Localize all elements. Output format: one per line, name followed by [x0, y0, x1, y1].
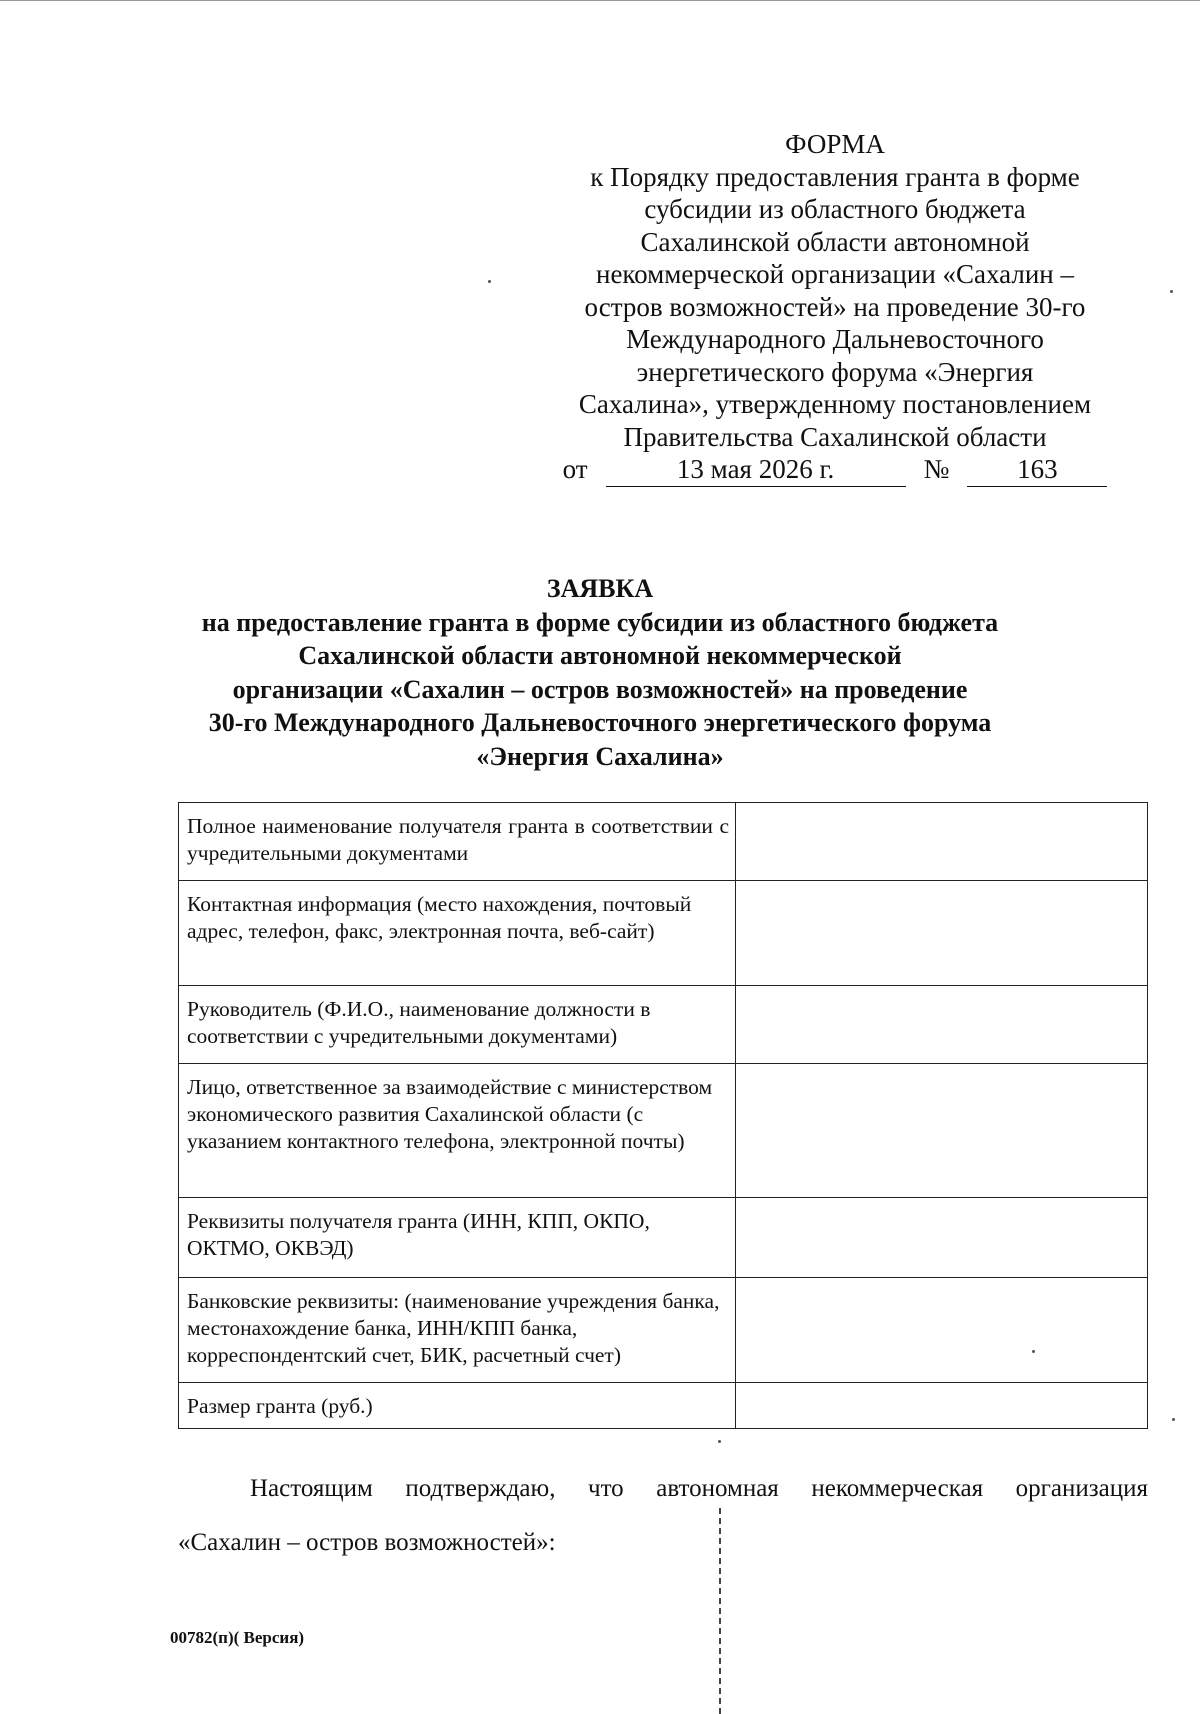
table-row	[179, 1064, 1148, 1198]
application-subtitle-line: Сахалинской области автономной некоммерческой	[298, 641, 902, 670]
row-value-field[interactable]	[736, 986, 1148, 1064]
form-caption	[560, 128, 1110, 487]
scan-speck	[1170, 290, 1173, 293]
confirmation-paragraph	[178, 1462, 1148, 1570]
table-row	[179, 881, 1148, 986]
form-caption-line: Сахалина», утвержденному постановлением	[578, 389, 1092, 419]
form-caption-title: ФОРМА	[785, 129, 885, 159]
scan-speck	[1032, 1350, 1035, 1353]
application-subtitle-line: организации «Сахалин – остров возможностей» на проведение	[232, 674, 968, 704]
row-label: Контактная информация (место нахождения, почтовый адрес, телефон, факс, электронная почта, веб-сайт)	[179, 881, 736, 986]
form-caption-line: субсидии из областного бюджета	[644, 194, 1026, 224]
row-value-field[interactable]	[736, 1064, 1148, 1198]
form-caption-line: Правительства Сахалинской области	[623, 421, 1047, 452]
form-caption-line: некоммерческой организации «Сахалин –	[596, 259, 1074, 289]
table-row	[179, 803, 1148, 881]
form-caption-line: остров возможностей» на проведение 30-го	[584, 291, 1086, 322]
application-title: ЗАЯВКА	[546, 574, 654, 603]
form-caption-line: Международного Дальневосточного	[626, 324, 1044, 354]
date-prefix: от	[562, 454, 588, 484]
scan-fold-line	[719, 1508, 721, 1714]
row-label: Реквизиты получателя гранта (ИНН, КПП, ОКПО, ОКТМО, ОКВЭД)	[179, 1198, 736, 1278]
row-label: Руководитель (Ф.И.О., наименование должности в соответствии с учредительными документами)	[179, 986, 736, 1064]
application-subtitle-line: 30-го Международного Дальневосточного энергетического форума	[208, 708, 992, 737]
row-value-field[interactable]	[736, 1198, 1148, 1278]
scan-edge-line	[0, 0, 1200, 1]
scan-speck	[488, 280, 491, 283]
table-row	[179, 1198, 1148, 1278]
application-table	[178, 802, 1148, 1429]
row-label: Банковские реквизиты: (наименование учреждения банка, местонахождение банка, ИНН/КПП банка, корреспондентский счет, БИК, расчетный счет)	[179, 1278, 736, 1383]
confirmation-line: «Сахалин – остров возможностей»:	[178, 1529, 556, 1556]
scan-speck	[718, 1440, 721, 1443]
row-label: Размер гранта (руб.)	[179, 1383, 736, 1429]
form-caption-line: к Порядку предоставления гранта в форме	[590, 161, 1080, 192]
document-code: 00782(п)( Версия)	[170, 1628, 305, 1647]
number-prefix: №	[923, 454, 950, 484]
application-subtitle-line: «Энергия Сахалина»	[476, 741, 724, 771]
form-caption-line: Сахалинской области автономной	[640, 226, 1030, 257]
confirmation-line: Настоящим подтверждаю, что автономная некоммерческая организация	[250, 1475, 1148, 1502]
row-label: Полное наименование получателя гранта в соответствии с учредительными документами	[179, 803, 736, 881]
table-row	[179, 1278, 1148, 1383]
scan-speck	[1172, 1418, 1175, 1421]
row-value-field[interactable]	[736, 1383, 1148, 1429]
approval-number: 163	[967, 453, 1107, 487]
approval-date: 13 мая 2026 г.	[606, 453, 906, 487]
application-heading	[150, 572, 1050, 773]
row-value-field[interactable]	[736, 1278, 1148, 1383]
approval-line	[560, 453, 1110, 487]
form-caption-line: энергетического форума «Энергия	[636, 356, 1034, 387]
application-subtitle-line: на предоставление гранта в форме субсидии из областного бюджета	[201, 607, 999, 637]
row-value-field[interactable]	[736, 803, 1148, 881]
row-value-field[interactable]	[736, 881, 1148, 986]
table-row	[179, 1383, 1148, 1429]
table-row	[179, 986, 1148, 1064]
row-label: Лицо, ответственное за взаимодействие с министерством экономического развития Сахалинской области (с указанием контактного телефона, электронной почты)	[179, 1064, 736, 1198]
